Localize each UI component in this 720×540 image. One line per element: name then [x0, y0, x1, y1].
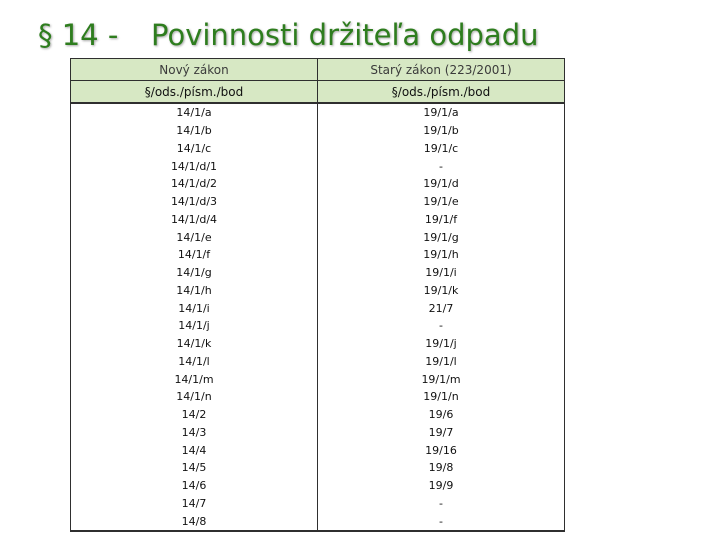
- old-law-cell: -: [318, 512, 565, 531]
- header-new-law: Nový zákon: [71, 59, 318, 81]
- old-law-cell: 19/7: [318, 424, 565, 442]
- new-law-cell: 14/8: [71, 512, 318, 531]
- table-row: [71, 246, 565, 264]
- subheader-row: [71, 81, 565, 104]
- table-row: [71, 388, 565, 406]
- table-row: [71, 495, 565, 513]
- old-law-cell: 19/1/n: [318, 388, 565, 406]
- new-law-cell: 14/1/h: [71, 282, 318, 300]
- new-law-cell: 14/1/m: [71, 370, 318, 388]
- new-law-cell: 14/6: [71, 477, 318, 495]
- table-row: [71, 441, 565, 459]
- old-law-cell: 19/1/j: [318, 335, 565, 353]
- old-law-cell: 19/1/b: [318, 122, 565, 140]
- old-law-cell: 19/6: [318, 406, 565, 424]
- table-row: [71, 406, 565, 424]
- new-law-cell: 14/1/d/4: [71, 211, 318, 229]
- old-law-cell: 19/1/l: [318, 353, 565, 371]
- old-law-cell: 21/7: [318, 299, 565, 317]
- new-law-cell: 14/1/k: [71, 335, 318, 353]
- old-law-cell: 19/1/h: [318, 246, 565, 264]
- table-row: [71, 299, 565, 317]
- old-law-cell: 19/1/m: [318, 370, 565, 388]
- section-number: § 14 -: [38, 18, 119, 52]
- table-row: [71, 512, 565, 531]
- subheader-old-law: §/ods./písm./bod: [318, 81, 565, 104]
- new-law-cell: 14/3: [71, 424, 318, 442]
- new-law-cell: 14/4: [71, 441, 318, 459]
- table-row: [71, 211, 565, 229]
- new-law-cell: 14/1/d/1: [71, 157, 318, 175]
- table-row: [71, 103, 565, 122]
- slide-title: [0, 18, 720, 58]
- old-law-cell: 19/9: [318, 477, 565, 495]
- header-row: [71, 59, 565, 81]
- comparison-table: [70, 58, 565, 532]
- old-law-cell: 19/1/d: [318, 175, 565, 193]
- page-title: Povinnosti držiteľa odpadu: [151, 18, 539, 52]
- new-law-cell: 14/1/i: [71, 299, 318, 317]
- new-law-cell: 14/1/n: [71, 388, 318, 406]
- subheader-new-law: §/ods./písm./bod: [71, 81, 318, 104]
- table-row: [71, 353, 565, 371]
- new-law-cell: 14/1/j: [71, 317, 318, 335]
- table-row: [71, 282, 565, 300]
- table-row: [71, 424, 565, 442]
- header-old-law: Starý zákon (223/2001): [318, 59, 565, 81]
- old-law-cell: 19/1/a: [318, 103, 565, 122]
- table-body: [71, 103, 565, 531]
- new-law-cell: 14/1/g: [71, 264, 318, 282]
- table-row: [71, 228, 565, 246]
- table-row: [71, 370, 565, 388]
- new-law-cell: 14/1/d/2: [71, 175, 318, 193]
- new-law-cell: 14/1/e: [71, 228, 318, 246]
- new-law-cell: 14/1/d/3: [71, 193, 318, 211]
- table-row: [71, 157, 565, 175]
- table-row: [71, 140, 565, 158]
- old-law-cell: -: [318, 157, 565, 175]
- old-law-cell: -: [318, 317, 565, 335]
- old-law-cell: 19/1/c: [318, 140, 565, 158]
- old-law-cell: 19/8: [318, 459, 565, 477]
- new-law-cell: 14/1/a: [71, 103, 318, 122]
- old-law-cell: -: [318, 495, 565, 513]
- table-row: [71, 193, 565, 211]
- table-row: [71, 175, 565, 193]
- new-law-cell: 14/5: [71, 459, 318, 477]
- new-law-cell: 14/1/f: [71, 246, 318, 264]
- table-row: [71, 264, 565, 282]
- old-law-cell: 19/1/i: [318, 264, 565, 282]
- table-row: [71, 122, 565, 140]
- table-row: [71, 477, 565, 495]
- old-law-cell: 19/16: [318, 441, 565, 459]
- old-law-cell: 19/1/f: [318, 211, 565, 229]
- new-law-cell: 14/2: [71, 406, 318, 424]
- new-law-cell: 14/7: [71, 495, 318, 513]
- table-row: [71, 317, 565, 335]
- new-law-cell: 14/1/b: [71, 122, 318, 140]
- old-law-cell: 19/1/k: [318, 282, 565, 300]
- new-law-cell: 14/1/l: [71, 353, 318, 371]
- table-row: [71, 335, 565, 353]
- table-row: [71, 459, 565, 477]
- old-law-cell: 19/1/e: [318, 193, 565, 211]
- new-law-cell: 14/1/c: [71, 140, 318, 158]
- old-law-cell: 19/1/g: [318, 228, 565, 246]
